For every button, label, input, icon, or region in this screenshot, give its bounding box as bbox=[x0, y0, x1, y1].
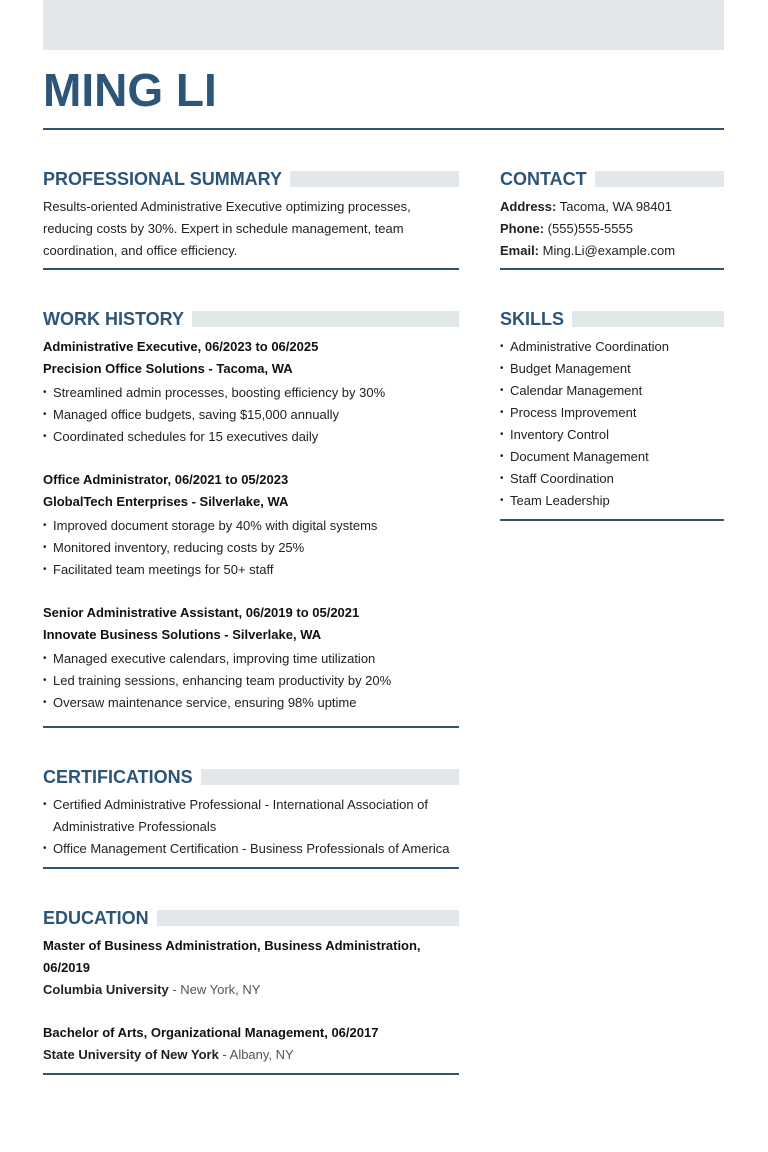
job-bullets bbox=[43, 648, 459, 714]
skills-heading: SKILLS bbox=[500, 309, 565, 329]
list-item: • Coordinated schedules for 15 executives daily bbox=[43, 426, 459, 448]
list-item: • Oversaw maintenance service, ensuring 98% uptime bbox=[43, 692, 459, 714]
school-name: Columbia University bbox=[43, 982, 169, 997]
list-item: • Led training sessions, enhancing team productivity by 20% bbox=[43, 670, 459, 692]
bullet-icon: • bbox=[43, 799, 47, 810]
job-entry bbox=[43, 469, 459, 581]
contact-heading: CONTACT bbox=[500, 169, 587, 189]
list-item: • Office Management Certification - Business Professionals of America bbox=[43, 838, 459, 860]
heading-bar bbox=[157, 910, 459, 926]
contact-email: Email: Ming.Li@example.com bbox=[500, 243, 676, 258]
education-section bbox=[43, 907, 459, 1075]
bullet-icon: • bbox=[500, 407, 504, 418]
list-item: • Monitored inventory, reducing costs by 25% bbox=[43, 537, 459, 559]
list-item: • Budget Management bbox=[500, 358, 724, 380]
job-bullets bbox=[43, 382, 459, 448]
list-item: • Facilitated team meetings for 50+ staff bbox=[43, 559, 459, 581]
job-entry bbox=[43, 602, 459, 714]
heading-bar bbox=[192, 311, 459, 327]
bullet-icon: • bbox=[43, 542, 47, 553]
bullet-icon: • bbox=[500, 473, 504, 484]
degree: Master of Business Administration, Business Administration, 06/2019 bbox=[43, 938, 421, 975]
bullet-icon: • bbox=[43, 409, 47, 420]
degree: Bachelor of Arts, Organizational Management, 06/2017 bbox=[43, 1025, 379, 1040]
list-item: • Administrative Coordination bbox=[500, 336, 724, 358]
heading-bar bbox=[290, 171, 459, 187]
list-item: • Document Management bbox=[500, 446, 724, 468]
school-location: - Albany, NY bbox=[218, 1047, 294, 1062]
skills-list bbox=[500, 336, 724, 512]
list-item: • Team Leadership bbox=[500, 490, 724, 512]
heading-bar bbox=[201, 769, 459, 785]
contact-address: Address: Tacoma, WA 98401 bbox=[500, 199, 672, 214]
certification-list bbox=[43, 794, 459, 860]
bullet-icon: • bbox=[500, 429, 504, 440]
work-history-section bbox=[43, 308, 459, 728]
bullet-icon: • bbox=[500, 363, 504, 374]
heading-bar bbox=[572, 311, 724, 327]
bullet-icon: • bbox=[43, 843, 47, 854]
bullet-icon: • bbox=[43, 653, 47, 664]
job-title: Office Administrator, 06/2021 to 05/2023 bbox=[43, 472, 289, 487]
candidate-name: MING LI bbox=[43, 64, 217, 116]
section-divider bbox=[43, 268, 459, 270]
list-item: • Inventory Control bbox=[500, 424, 724, 446]
bullet-icon: • bbox=[43, 431, 47, 442]
list-item: • Calendar Management bbox=[500, 380, 724, 402]
job-company: GlobalTech Enterprises - Silverlake, WA bbox=[43, 494, 289, 509]
bullet-icon: • bbox=[500, 385, 504, 396]
education-heading: EDUCATION bbox=[43, 908, 149, 928]
header-band bbox=[43, 0, 724, 50]
education-entry bbox=[43, 1022, 459, 1066]
contact-section bbox=[500, 168, 724, 270]
bullet-icon: • bbox=[43, 564, 47, 575]
job-entry bbox=[43, 336, 459, 448]
bullet-icon: • bbox=[500, 495, 504, 506]
heading-bar bbox=[595, 171, 724, 187]
main-column bbox=[43, 168, 459, 1075]
work-history-heading: WORK HISTORY bbox=[43, 309, 185, 329]
section-divider bbox=[43, 867, 459, 869]
job-bullets bbox=[43, 515, 459, 581]
job-company: Precision Office Solutions - Tacoma, WA bbox=[43, 361, 293, 376]
contact-phone: Phone: (555)555-5555 bbox=[500, 221, 633, 236]
list-item: • Certified Administrative Professional - International Association of Administrative Professionals bbox=[43, 794, 459, 838]
certifications-section bbox=[43, 766, 459, 869]
list-item: • Managed executive calendars, improving time utilization bbox=[43, 648, 459, 670]
section-divider bbox=[500, 268, 724, 270]
bullet-icon: • bbox=[43, 697, 47, 708]
bullet-icon: • bbox=[43, 520, 47, 531]
summary-heading: PROFESSIONAL SUMMARY bbox=[43, 169, 283, 189]
sidebar-column bbox=[500, 168, 724, 521]
section-divider bbox=[500, 519, 724, 521]
school-name: State University of New York bbox=[43, 1047, 219, 1062]
list-item: • Staff Coordination bbox=[500, 468, 724, 490]
summary-text: Results-oriented Administrative Executive optimizing processes, reducing costs by 30%. Expert in schedule management, team coordination, and office efficiency. bbox=[43, 199, 411, 258]
bullet-icon: • bbox=[43, 387, 47, 398]
education-entry bbox=[43, 935, 459, 1001]
job-title: Senior Administrative Assistant, 06/2019 to 05/2021 bbox=[43, 605, 360, 620]
list-item: • Process Improvement bbox=[500, 402, 724, 424]
school-location: - New York, NY bbox=[168, 982, 261, 997]
name-divider bbox=[43, 128, 724, 130]
bullet-icon: • bbox=[43, 675, 47, 686]
section-divider bbox=[43, 726, 459, 728]
certifications-heading: CERTIFICATIONS bbox=[43, 767, 193, 787]
summary-section bbox=[43, 168, 459, 270]
list-item: • Streamlined admin processes, boosting efficiency by 30% bbox=[43, 382, 459, 404]
job-company: Innovate Business Solutions - Silverlake, WA bbox=[43, 627, 322, 642]
bullet-icon: • bbox=[500, 341, 504, 352]
list-item: • Improved document storage by 40% with digital systems bbox=[43, 515, 459, 537]
section-divider bbox=[43, 1073, 459, 1075]
bullet-icon: • bbox=[500, 451, 504, 462]
list-item: • Managed office budgets, saving $15,000 annually bbox=[43, 404, 459, 426]
skills-section bbox=[500, 308, 724, 521]
job-title: Administrative Executive, 06/2023 to 06/2025 bbox=[43, 339, 319, 354]
